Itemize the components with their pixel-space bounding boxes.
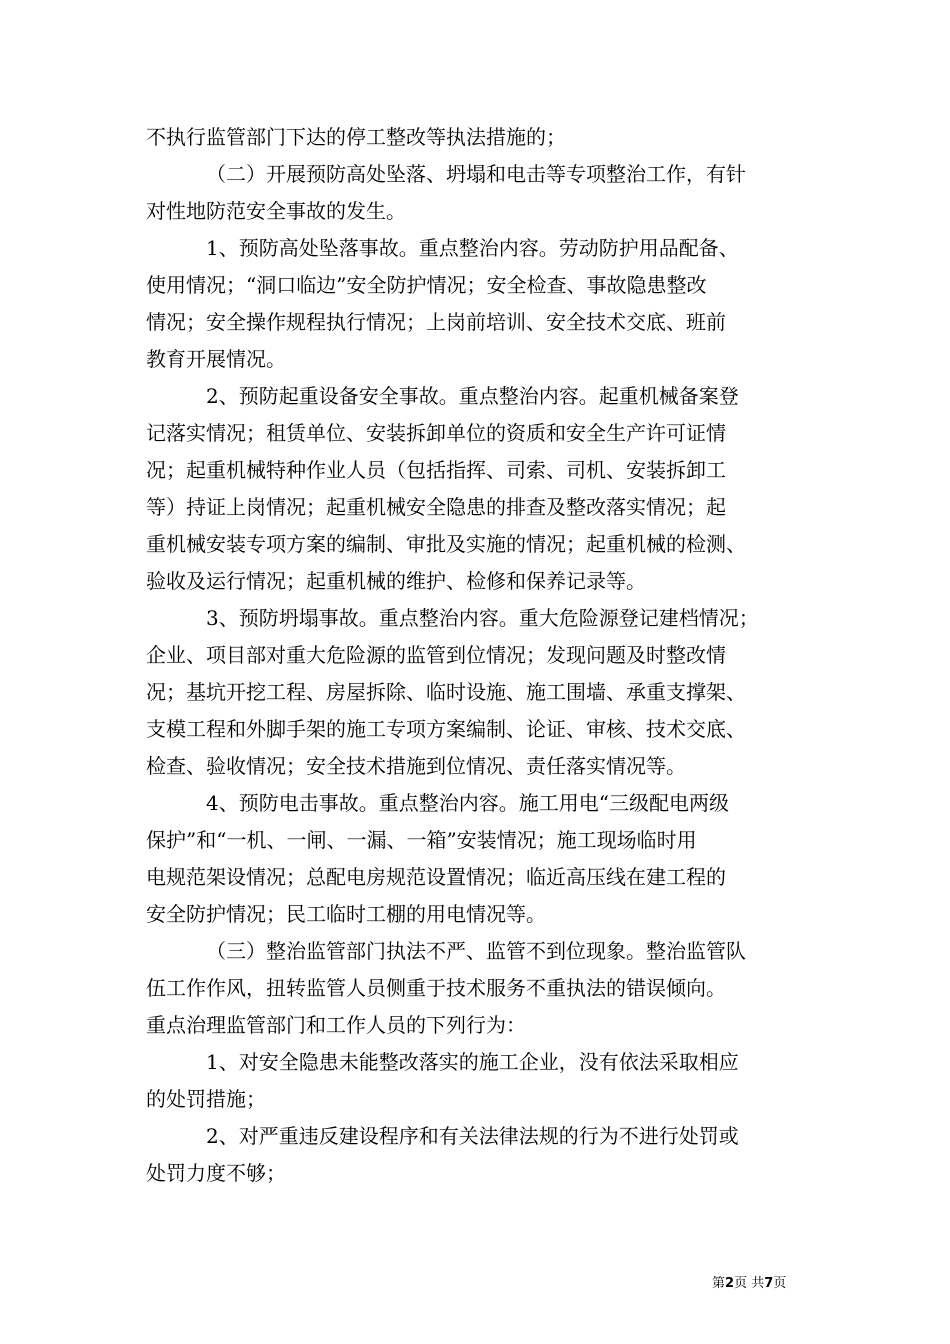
current-page-number: 2 <box>725 1276 735 1291</box>
section-two-heading-line: 对性地防范安全事故的发生。 <box>146 199 406 223</box>
lifting-equipment-line: 况；起重机械特种作业人员（包括指挥、司索、司机、安装拆卸工 <box>146 458 726 482</box>
section-three-heading-line: 伍工作作风，扭转监管人员侧重于技术服务不重执法的错误倾向。 <box>146 976 726 1000</box>
document-body <box>146 119 826 1192</box>
page-number-prefix: 第 <box>712 1276 726 1291</box>
regulatory-issue-line: 的处罚措施； <box>146 1087 266 1111</box>
section-three-heading-line: （三）整治监管部门执法不严、监管不到位现象。整治监管队 <box>206 939 746 963</box>
section-three-heading-line: 重点治理监管部门和工作人员的下列行为： <box>146 1013 526 1037</box>
collapse-prevention-line: 支模工程和外脚手架的施工专项方案编制、论证、审核、技术交底、 <box>146 717 746 741</box>
fall-prevention-line: 情况；安全操作规程执行情况；上岗前培训、安全技术交底、班前 <box>146 310 726 334</box>
lifting-equipment-line: 验收及运行情况；起重机械的维护、检修和保养记录等。 <box>146 569 646 593</box>
fall-prevention-line: 1、预防高处坠落事故。重点整治内容。劳动防护用品配备、 <box>206 236 739 260</box>
page-number-middle: 页 共 <box>734 1276 765 1291</box>
electric-shock-prevention-line: 4、预防电击事故。重点整治内容。施工用电“三级配电两级 <box>206 791 729 815</box>
collapse-prevention-line: 3、预防坍塌事故。重点整治内容。重大危险源登记建档情况； <box>206 606 759 630</box>
regulatory-issue-line: 处罚力度不够； <box>146 1161 286 1185</box>
fall-prevention-line: 使用情况；“洞口临边”安全防护情况；安全检查、事故隐患整改 <box>146 273 707 297</box>
electric-shock-prevention-line: 电规范架设情况；总配电房规范设置情况；临近高压线在建工程的 <box>146 865 726 889</box>
lifting-equipment-line: 等）持证上岗情况；起重机械安全隐患的排查及整改落实情况；起 <box>146 495 726 519</box>
page-number-footer <box>712 1275 786 1293</box>
collapse-prevention-line: 企业、项目部对重大危险源的监管到位情况；发现问题及时整改情 <box>146 643 726 667</box>
page-number-suffix: 页 <box>773 1276 787 1291</box>
regulatory-issue-line: 2、对严重违反建设程序和有关法律法规的行为不进行处罚或 <box>206 1124 739 1148</box>
electric-shock-prevention-line: 保护”和“一机、一闸、一漏、一箱”安装情况；施工现场临时用 <box>146 828 697 852</box>
lifting-equipment-line: 记落实情况；租赁单位、安装拆卸单位的资质和安全生产许可证情 <box>146 421 726 445</box>
electric-shock-prevention-line: 安全防护情况；民工临时工棚的用电情况等。 <box>146 902 546 926</box>
paragraph-continuation-line: 不执行监管部门下达的停工整改等执法措施的； <box>146 125 566 149</box>
lifting-equipment-line: 2、预防起重设备安全事故。重点整治内容。起重机械备案登 <box>206 384 739 408</box>
collapse-prevention-line: 况；基坑开挖工程、房屋拆除、临时设施、施工围墙、承重支撑架、 <box>146 680 746 704</box>
section-two-heading-line: （二）开展预防高处坠落、坍塌和电击等专项整治工作，有针 <box>206 162 746 186</box>
total-page-number: 7 <box>764 1276 774 1291</box>
fall-prevention-line: 教育开展情况。 <box>146 347 286 371</box>
collapse-prevention-line: 检查、验收情况；安全技术措施到位情况、责任落实情况等。 <box>146 754 686 778</box>
regulatory-issue-line: 1、对安全隐患未能整改落实的施工企业，没有依法采取相应 <box>206 1050 739 1074</box>
lifting-equipment-line: 重机械安装专项方案的编制、审批及实施的情况；起重机械的检测、 <box>146 532 746 556</box>
